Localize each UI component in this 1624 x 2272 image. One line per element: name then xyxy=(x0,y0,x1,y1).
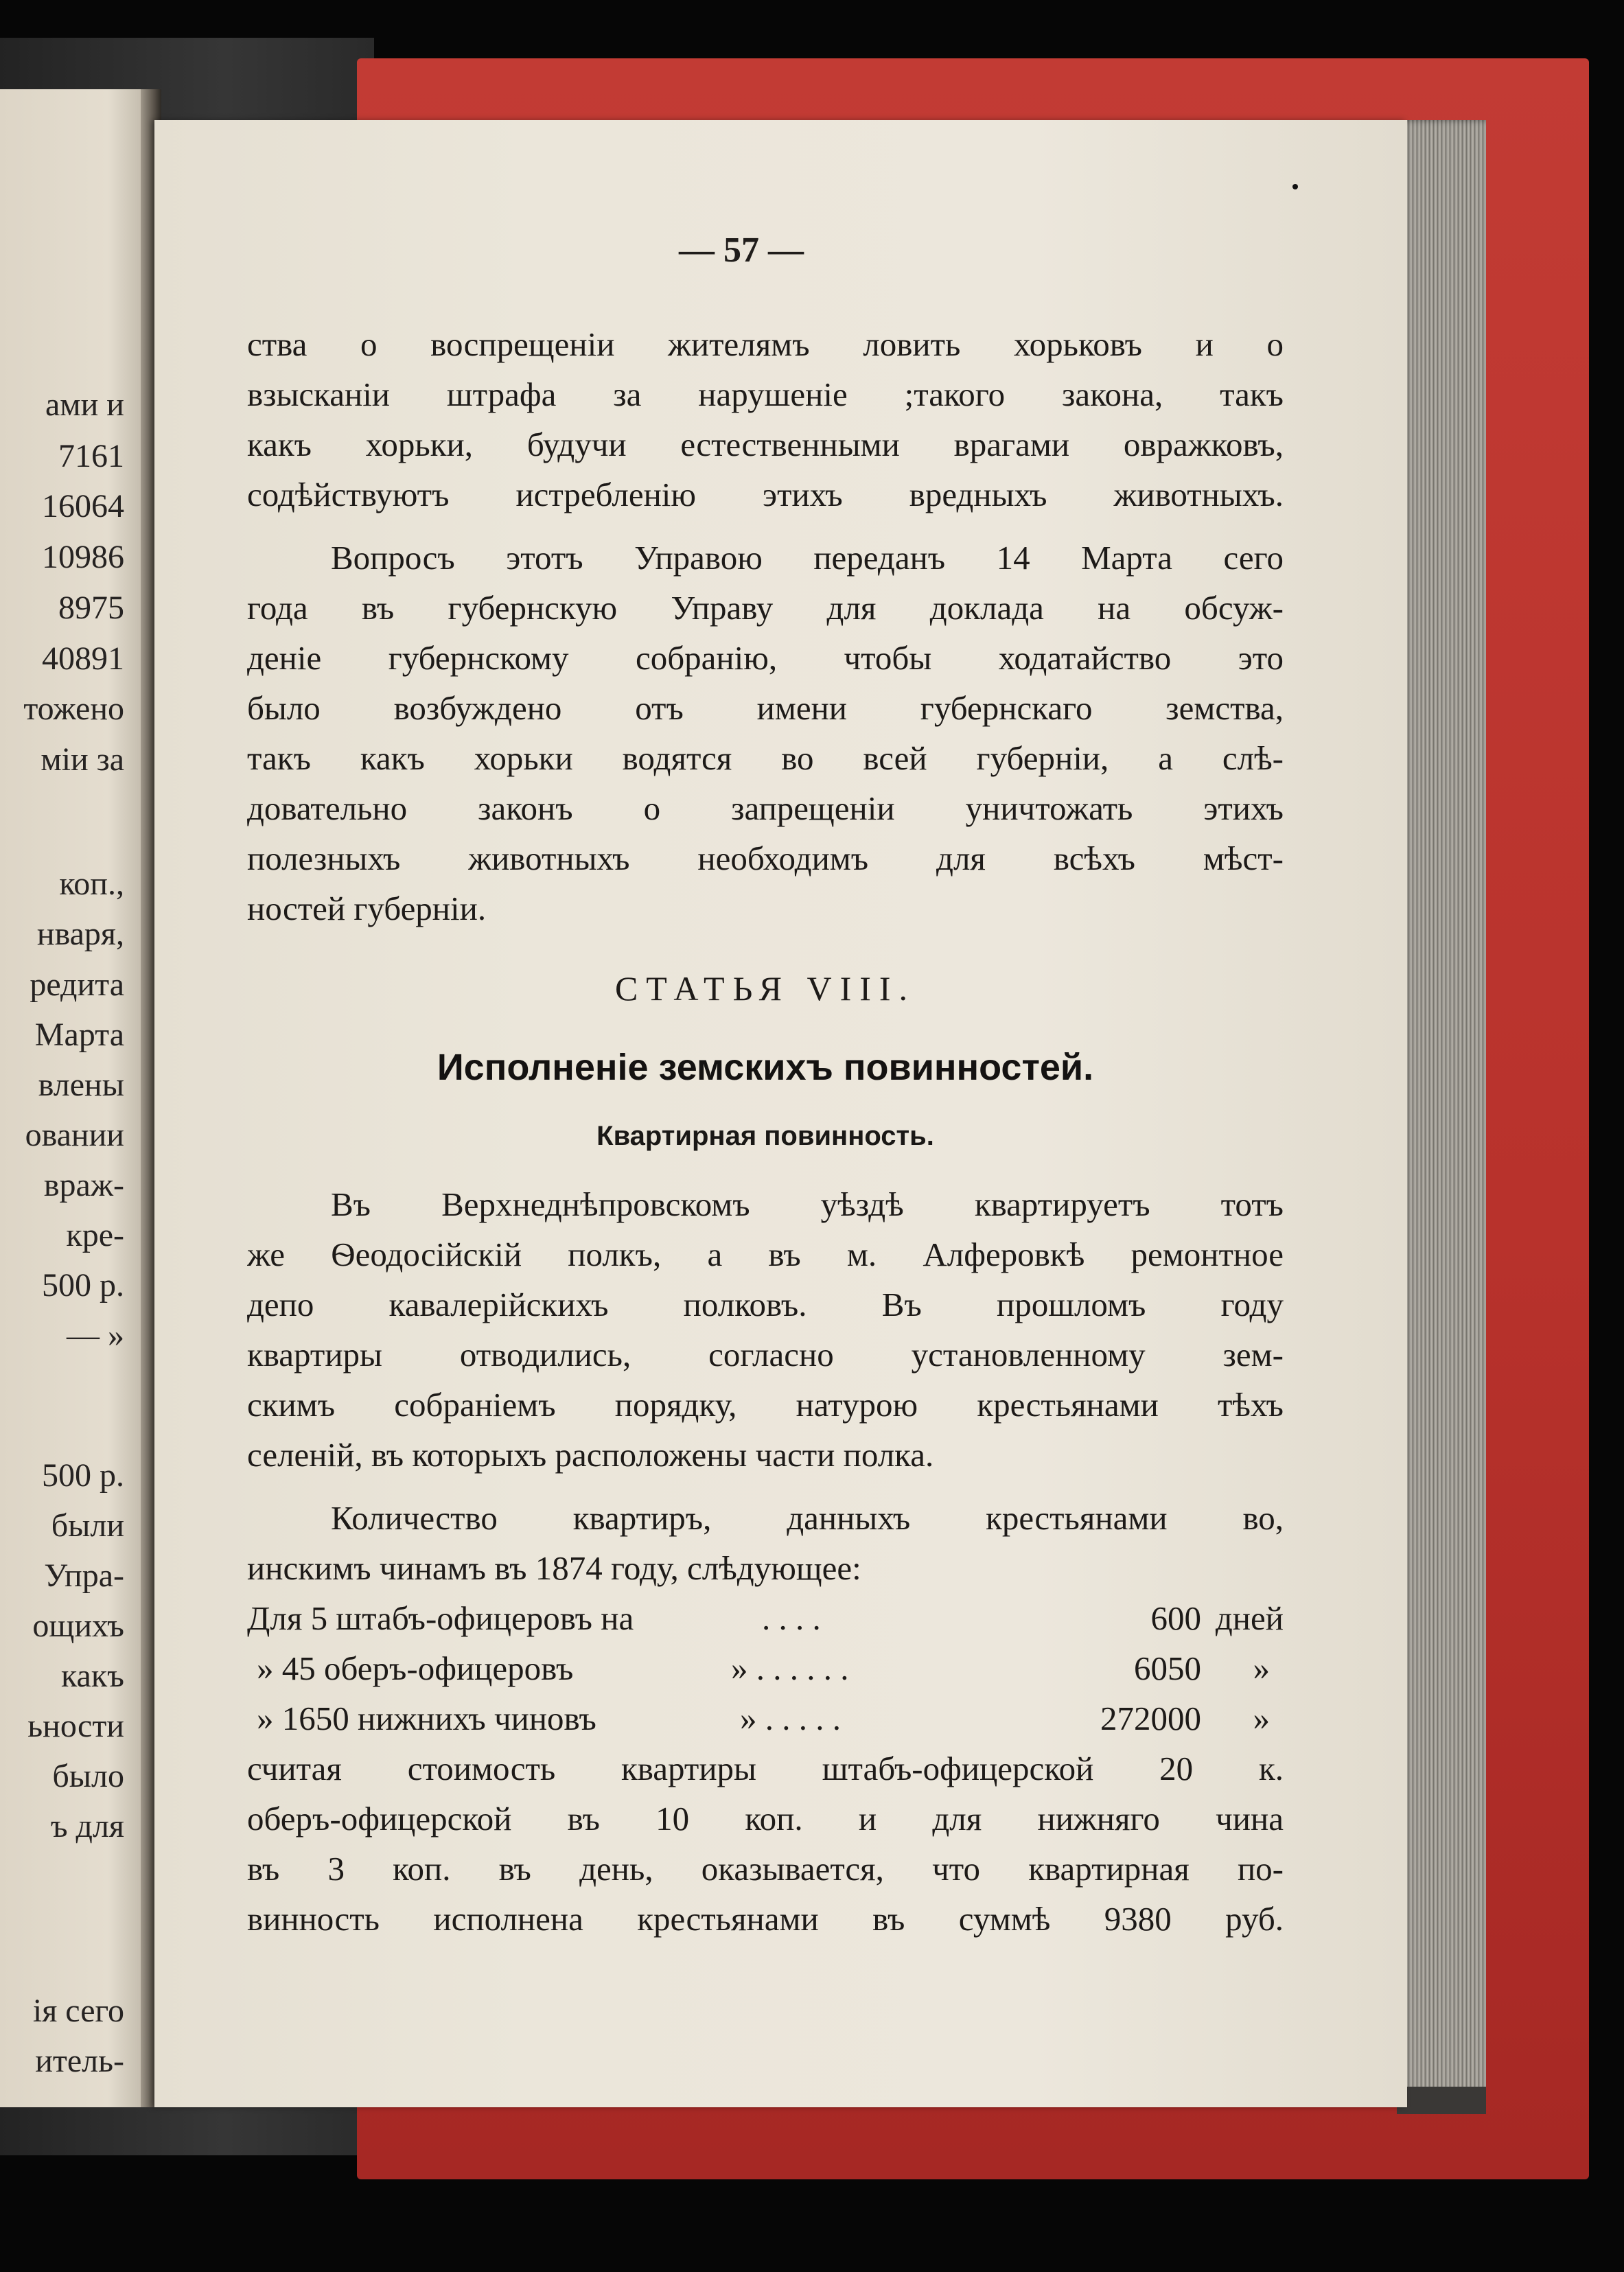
left-fragment: какъ xyxy=(60,1658,124,1694)
text-line: было возбуждено отъ имени губернскаго земства, xyxy=(247,689,1284,727)
text-line: какъ хорьки, будучи естественными врагами овражковъ, xyxy=(247,426,1284,463)
text-line: полезныхъ животныхъ необходимъ для всѣхъ мѣст- xyxy=(247,839,1284,877)
row-value: 6050 xyxy=(1134,1649,1201,1687)
row-label: » 45 оберъ-офицеровъ xyxy=(257,1649,574,1687)
left-fragment: Упра- xyxy=(44,1557,124,1594)
text-line: ства о воспрещенiи жителямъ ловить хорьковъ и о xyxy=(247,325,1284,363)
text-line: денiе губернскому собранiю, чтобы ходатайство это xyxy=(247,639,1284,677)
page-block-bottom xyxy=(1397,2087,1486,2114)
left-fragment: ъ для xyxy=(50,1808,124,1844)
text-line: селенiй, въ которыхъ расположены части полка. xyxy=(247,1436,934,1474)
left-fragment: тожено xyxy=(23,691,124,727)
table-row xyxy=(247,1693,1284,1744)
text-line: винность исполнена крестьянами въ суммѣ 9380 руб. xyxy=(247,1900,1284,1938)
left-fragment: коп., xyxy=(59,866,124,902)
subsection-title: Квартирная повинность. xyxy=(596,1121,934,1151)
text-line: такъ какъ хорьки водятся во всей губернiи, а слѣ- xyxy=(247,739,1284,777)
page-number: — 57 — xyxy=(679,231,804,270)
left-fragment: 500 р. xyxy=(42,1457,124,1494)
text-line: скимъ собранiемъ порядку, натурою крестьянами тѣхъ xyxy=(247,1386,1284,1424)
text-line: же Ѳеодосiйскiй полкъ, а въ м. Алферовкѣ ремонтное xyxy=(247,1236,1284,1273)
left-fragment: 40891 xyxy=(42,640,124,677)
text-line: инскимъ чинамъ въ 1874 году, слѣдующее: xyxy=(247,1549,861,1587)
row-value: 600 xyxy=(1150,1599,1201,1637)
left-fragment: ія сего xyxy=(32,1993,124,2029)
left-fragment: 16064 xyxy=(42,488,124,524)
left-fragment: редита xyxy=(30,966,124,1003)
text-line: оберъ-офицерской въ 10 коп. и для нижняго чина xyxy=(247,1800,1284,1838)
text-line: квартиры отводились, согласно установленному зем- xyxy=(247,1336,1284,1373)
left-fragment: было xyxy=(52,1758,124,1794)
speck xyxy=(1292,184,1298,189)
table-row xyxy=(247,1593,1284,1644)
left-fragment: кре- xyxy=(66,1217,124,1253)
left-fragment: были xyxy=(51,1507,124,1544)
left-fragment: — » xyxy=(67,1317,124,1354)
text-line: довательно законъ о запрещенiи уничтожать этихъ xyxy=(247,789,1284,827)
left-fragment: ьности xyxy=(27,1708,124,1744)
left-fragment: нваря, xyxy=(36,916,124,952)
left-fragment: мiи за xyxy=(40,741,124,778)
row-label: » 1650 нижнихъ чиновъ xyxy=(257,1700,596,1737)
left-fragment: 7161 xyxy=(58,438,124,474)
text-line: считая стоимость квартиры штабъ-офицерской 20 к. xyxy=(247,1750,1284,1787)
row-unit: дней xyxy=(1215,1599,1284,1637)
left-fragment: итель- xyxy=(35,2043,124,2079)
row-unit: » xyxy=(1253,1700,1270,1737)
text-line: Количество квартиръ, данныхъ крестьянами во, xyxy=(331,1499,1284,1537)
left-fragment: Марта xyxy=(34,1017,124,1053)
text-line: Въ Верхнеднѣпровскомъ уѣздѣ квартируетъ тотъ xyxy=(331,1185,1284,1223)
left-fragment: влены xyxy=(38,1067,124,1103)
row-label: Для 5 штабъ-офицеровъ на xyxy=(247,1599,634,1637)
left-fragment: ощихъ xyxy=(32,1608,124,1644)
page-block-edge xyxy=(1397,120,1486,2107)
row-value: 272000 xyxy=(1100,1700,1201,1737)
text-line: въ 3 коп. въ день, оказывается, что квартирная по- xyxy=(247,1850,1284,1888)
text-line: ностей губернiи. xyxy=(247,890,487,927)
row-unit: » xyxy=(1253,1649,1270,1687)
left-fragment: 8975 xyxy=(58,590,124,626)
text-line: содѣйствуютъ истребленiю этихъ вредныхъ животныхъ. xyxy=(247,476,1284,513)
left-fragment: овании xyxy=(25,1117,124,1153)
table-row xyxy=(247,1643,1284,1694)
section-title: Исполненiе земскихъ повинностей. xyxy=(437,1047,1094,1088)
article-label: СТАТЬЯ VIII. xyxy=(614,969,916,1008)
text-line: Вопросъ этотъ Управою переданъ 14 Марта сего xyxy=(331,539,1284,577)
left-fragment: 500 р. xyxy=(42,1267,124,1303)
left-page xyxy=(0,89,154,2107)
text-line: взысканiи штрафа за нарушенiе ;такого закона, такъ xyxy=(247,375,1284,413)
text-line: года въ губернскую Управу для доклада на обсуж- xyxy=(247,589,1284,627)
left-fragment: 10986 xyxy=(42,539,124,575)
row-leader: » . . . . . . xyxy=(731,1649,849,1687)
row-leader: » . . . . . xyxy=(740,1700,841,1737)
row-leader: . . . . xyxy=(762,1599,821,1637)
left-fragment: враж- xyxy=(43,1167,124,1203)
text-line: депо кавалерiйскихъ полковъ. Въ прошломъ году xyxy=(247,1286,1284,1323)
left-fragment: ами и xyxy=(45,386,124,423)
